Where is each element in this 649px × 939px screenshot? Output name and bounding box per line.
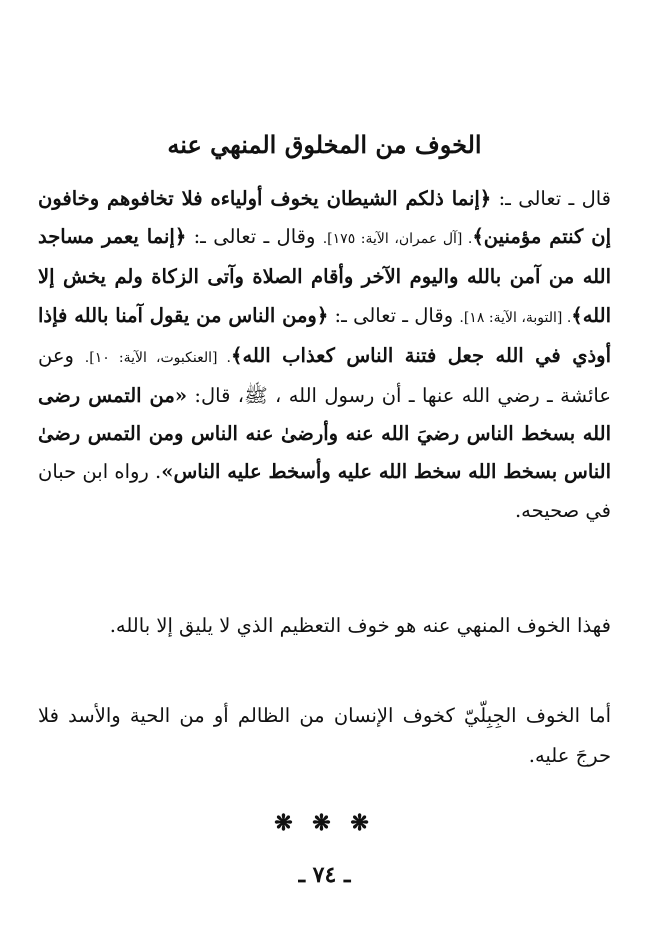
verse-reference-3: . [العنكبوت، الآية: ١٠]. bbox=[84, 349, 232, 366]
paragraph-natural-fear: أما الخوف الجِبِلّيّ كخوف الإنسان من الظالم أو من الحية والأسد فلا حرجَ عليه. bbox=[38, 704, 611, 767]
verse-intro-3: وقال ـ تعالى ـ: bbox=[328, 303, 460, 327]
section-separator: ❋ ❋ ❋ bbox=[274, 810, 375, 836]
hadith-source: . رواه ابن حبان في صحيحه. bbox=[38, 460, 611, 522]
section-title: الخوف من المخلوق المنهي عنه bbox=[167, 130, 482, 159]
verse-reference-1: . [آل عمران، الآية: ١٧٥]. bbox=[322, 231, 473, 248]
quran-quote-3: ﴿ومن الناس من يقول آمنا بالله فإذا أوذي في الله جعل فتنة الناس كعذاب الله﴾ bbox=[38, 303, 611, 367]
verse-intro-1: قال ـ تعالى ـ: bbox=[491, 187, 611, 210]
hadith-quote: «من التمس رضى الله بسخط الناس رضيَ الله عنه وأرضىٰ عنه الناس ومن التمس رضىٰ الناس بسخط الله سخط الله عليه وأسخط عليه الناس» bbox=[38, 384, 611, 484]
paragraph-verses bbox=[38, 180, 611, 530]
verse-reference-2: . [التوبة، الآية: ١٨]. bbox=[459, 309, 572, 326]
book-page bbox=[38, 0, 611, 939]
quran-quote-2: ﴿إنما يعمر مساجد الله من آمن بالله واليوم الآخر وأقام الصلاة وآتى الزكاة ولم يخش إلا الله﴾ bbox=[38, 225, 611, 327]
quran-quote-1: ﴿إنما ذلكم الشيطان يخوف أولياءه فلا تخافوهم وخافون إن كنتم مؤمنين﴾ bbox=[38, 187, 611, 249]
verse-intro-2: وقال ـ تعالى ـ: bbox=[186, 225, 323, 249]
paragraph-conclusion: فهذا الخوف المنهي عنه هو خوف التعظيم الذي لا يليق إلا بالله. bbox=[109, 614, 611, 637]
page-number: ـ ٧٤ ـ bbox=[298, 862, 351, 888]
hadith-intro: وعن عائشة ـ رضي الله عنها ـ أن رسول الله ، ﷺ، قال: bbox=[38, 343, 611, 408]
